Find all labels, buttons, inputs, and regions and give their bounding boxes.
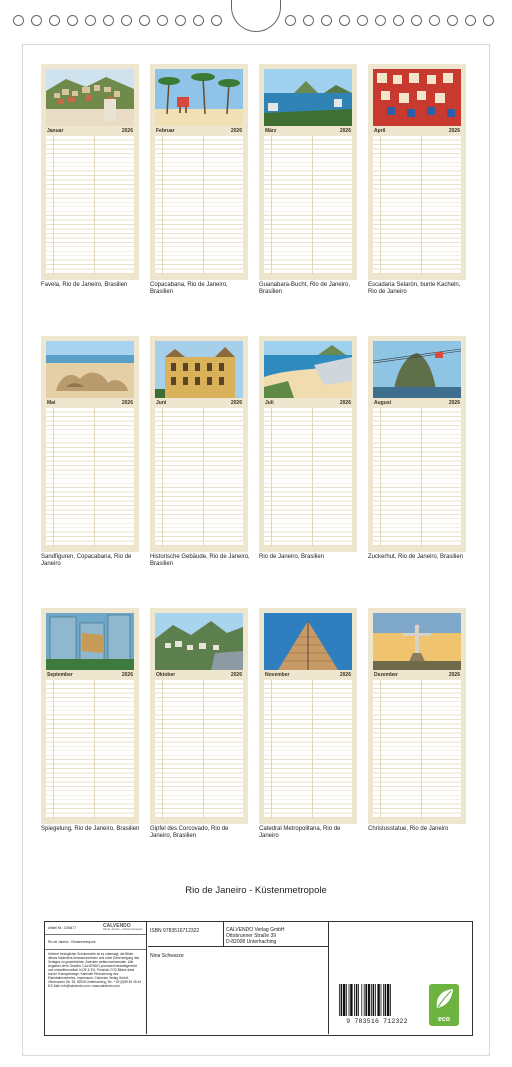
barcode-bar [368, 984, 370, 1016]
month-header [46, 127, 134, 135]
month-header [264, 127, 352, 135]
month-name: Oktober [156, 672, 176, 678]
planner-lines [46, 136, 134, 274]
month-card [368, 608, 466, 824]
barcode-bar [349, 984, 350, 1016]
article-number: Artikel Nr.: 2196477 [48, 926, 76, 930]
month-photo [46, 69, 134, 126]
month-card [259, 336, 357, 552]
photo-caption: Favela, Rio de Janeiro, Brasilien [41, 282, 128, 288]
month-year: 2026 [339, 400, 351, 406]
month-header [264, 671, 352, 679]
back-cover-info [44, 921, 473, 1036]
planner-lines [155, 408, 243, 546]
binding-hole [339, 15, 350, 26]
binding-hole [121, 15, 132, 26]
barcode-bar [383, 984, 384, 1016]
month-photo [264, 69, 352, 126]
binding-hole [483, 15, 494, 26]
month-name: September [47, 672, 73, 678]
barcode-bar [371, 984, 372, 1016]
month-header [46, 399, 134, 407]
month-photo [155, 69, 243, 126]
info-column [45, 922, 147, 1034]
planner-lines [373, 680, 461, 818]
binding-hole [193, 15, 204, 26]
photo-caption: Spiegelung, Rio de Janeiro, Brasilien [41, 826, 140, 832]
planner-lines [155, 680, 243, 818]
month-photo [46, 341, 134, 398]
barcode-bar [373, 984, 375, 1016]
month-card [41, 64, 139, 280]
month-header [46, 671, 134, 679]
calendar-subtitle: Rio de Janeiro - Küstenmetropole [45, 935, 146, 950]
photo-caption: Gipfel des Corcovado, Rio de Janeiro, Brasilien [150, 826, 229, 839]
photo-caption: Guanabara-Bucht, Rio de Janeiro, Brasilien [259, 282, 351, 295]
month-header [373, 127, 461, 135]
month-name: November [265, 672, 290, 678]
month-header [155, 671, 243, 679]
binding-hole [157, 15, 168, 26]
photo-caption: Sandfiguren, Copacabana, Rio de Janeiro [41, 554, 132, 567]
photo-caption: Zuckerhut, Rio de Janeiro, Brasilien [368, 554, 464, 560]
barcode-bar [358, 984, 359, 1016]
planner-lines [264, 680, 352, 818]
photo-caption: Christusstatue, Rio de Janeiro [368, 826, 449, 832]
binding-hole [375, 15, 386, 26]
month-year: 2026 [230, 128, 242, 134]
month-name: August [374, 400, 392, 406]
binding-hole [447, 15, 458, 26]
month-year: 2026 [121, 400, 133, 406]
month-header [373, 671, 461, 679]
month-name: März [265, 128, 277, 134]
calvendo-logo: CALVENDO Rio de Janeiro – Küstenmetropole [103, 923, 143, 931]
month-header [155, 399, 243, 407]
month-card [150, 336, 248, 552]
barcode-digits: 9 783516 712322 [346, 1018, 408, 1025]
month-year: 2026 [121, 672, 133, 678]
binding-hole [285, 15, 296, 26]
barcode-bar [377, 984, 379, 1016]
month-photo [264, 613, 352, 670]
month-card [41, 336, 139, 552]
month-header [373, 399, 461, 407]
planner-lines [373, 136, 461, 274]
barcode-bar [375, 984, 376, 1016]
month-year: 2026 [121, 128, 133, 134]
barcode-bar [385, 984, 387, 1016]
binding-hole [13, 15, 24, 26]
publisher-column [148, 922, 328, 1034]
binding-hole [49, 15, 60, 26]
barcode-bar [387, 984, 389, 1016]
month-photo [264, 341, 352, 398]
planner-lines [373, 408, 461, 546]
month-year: 2026 [448, 128, 460, 134]
hanger-notch [231, 0, 281, 32]
month-photo [373, 69, 461, 126]
binding-hole [393, 15, 404, 26]
isbn: ISBN 9783516712322 [150, 928, 200, 934]
binding-hole [139, 15, 150, 26]
month-header [264, 399, 352, 407]
binding-hole [411, 15, 422, 26]
month-card [368, 64, 466, 280]
binding-hole [303, 15, 314, 26]
month-name: Mai [47, 400, 56, 406]
binding-hole [321, 15, 332, 26]
barcode [335, 984, 419, 1028]
month-card [150, 64, 248, 280]
month-name: Juni [156, 400, 167, 406]
barcode-bar [341, 984, 343, 1016]
photo-caption: Rio de Janeiro, Brasilien [259, 554, 325, 560]
month-year: 2026 [230, 400, 242, 406]
month-card [150, 608, 248, 824]
legal-text: Irrtümer bezüglicher Schutzrechte ist es untersagt, die Bilder dieses Kalenders herauszunehmen und ohne Genehmigung des Verlages zu gewerblichen Zwecken weiterzuverwenden. Alle Angaben ohne Gewähr. CALVENDO produziert bedarfsgerecht und umweltfreundlich in DE & EU. Preisinfo CO2-Bilanz dank kurzer Transportwege. Kalender Reduzierung des Eisenbahnverkehrs. Impressum: Calvendo Verlag GmbH, Ottobrunner Str. 39, 82008 Unterhaching, Tel.: +49 (0)89 45 45 44 8 E-Mail: info@calvendo.com • www.calvendo.com [48, 952, 142, 988]
month-photo [373, 341, 461, 398]
barcode-bar [390, 984, 391, 1016]
month-year: 2026 [448, 400, 460, 406]
month-name: Juli [265, 400, 274, 406]
spiral-binding [0, 0, 512, 36]
binding-hole [357, 15, 368, 26]
barcode-bar [364, 984, 365, 1016]
barcode-bar [356, 984, 358, 1016]
month-year: 2026 [448, 672, 460, 678]
binding-hole [429, 15, 440, 26]
month-year: 2026 [339, 128, 351, 134]
binding-hole [465, 15, 476, 26]
month-photo [46, 613, 134, 670]
barcode-bar [346, 984, 347, 1016]
planner-lines [46, 680, 134, 818]
eco-logo: eco [429, 984, 459, 1026]
photo-caption: Catedral Metropolitana, Rio de Janeiro [259, 826, 341, 839]
author-name: Nina Schwarze [150, 953, 184, 959]
planner-lines [155, 136, 243, 274]
barcode-bar [361, 984, 362, 1016]
month-card [259, 64, 357, 280]
photo-caption: Copacabana, Rio de Janeiro, Brasilien [150, 282, 228, 295]
month-photo [155, 341, 243, 398]
month-photo [373, 613, 461, 670]
barcode-area [328, 922, 472, 1034]
binding-hole [31, 15, 42, 26]
binding-hole [85, 15, 96, 26]
month-card [259, 608, 357, 824]
photo-caption: Historische Gebäude, Rio de Janeiro, Brasilien [150, 554, 250, 567]
planner-lines [46, 408, 134, 546]
month-name: Februar [156, 128, 175, 134]
barcode-bar [381, 984, 382, 1016]
planner-lines [264, 136, 352, 274]
month-card [41, 608, 139, 824]
photo-caption: Escadaria Selarón, bunte Kacheln, Rio de Janeiro [368, 282, 461, 295]
planner-lines [264, 408, 352, 546]
month-name: Dezember [374, 672, 398, 678]
month-year: 2026 [230, 672, 242, 678]
barcode-bar [354, 984, 355, 1016]
barcode-bar [350, 984, 352, 1016]
month-name: Januar [47, 128, 64, 134]
month-name: April [374, 128, 386, 134]
binding-hole [175, 15, 186, 26]
barcode-bar [343, 984, 345, 1016]
publisher-address: CALVENDO Verlag GmbH Ottobrunner Straße 39 D-82008 Unterhaching [226, 927, 285, 945]
month-card [368, 336, 466, 552]
barcode-bar [339, 984, 340, 1016]
calendar-title: Rio de Janeiro - Küstenmetropole [185, 885, 327, 896]
binding-hole [103, 15, 114, 26]
binding-hole [67, 15, 78, 26]
barcode-bar [365, 984, 367, 1016]
month-header [155, 127, 243, 135]
month-year: 2026 [339, 672, 351, 678]
month-photo [155, 613, 243, 670]
binding-hole [211, 15, 222, 26]
